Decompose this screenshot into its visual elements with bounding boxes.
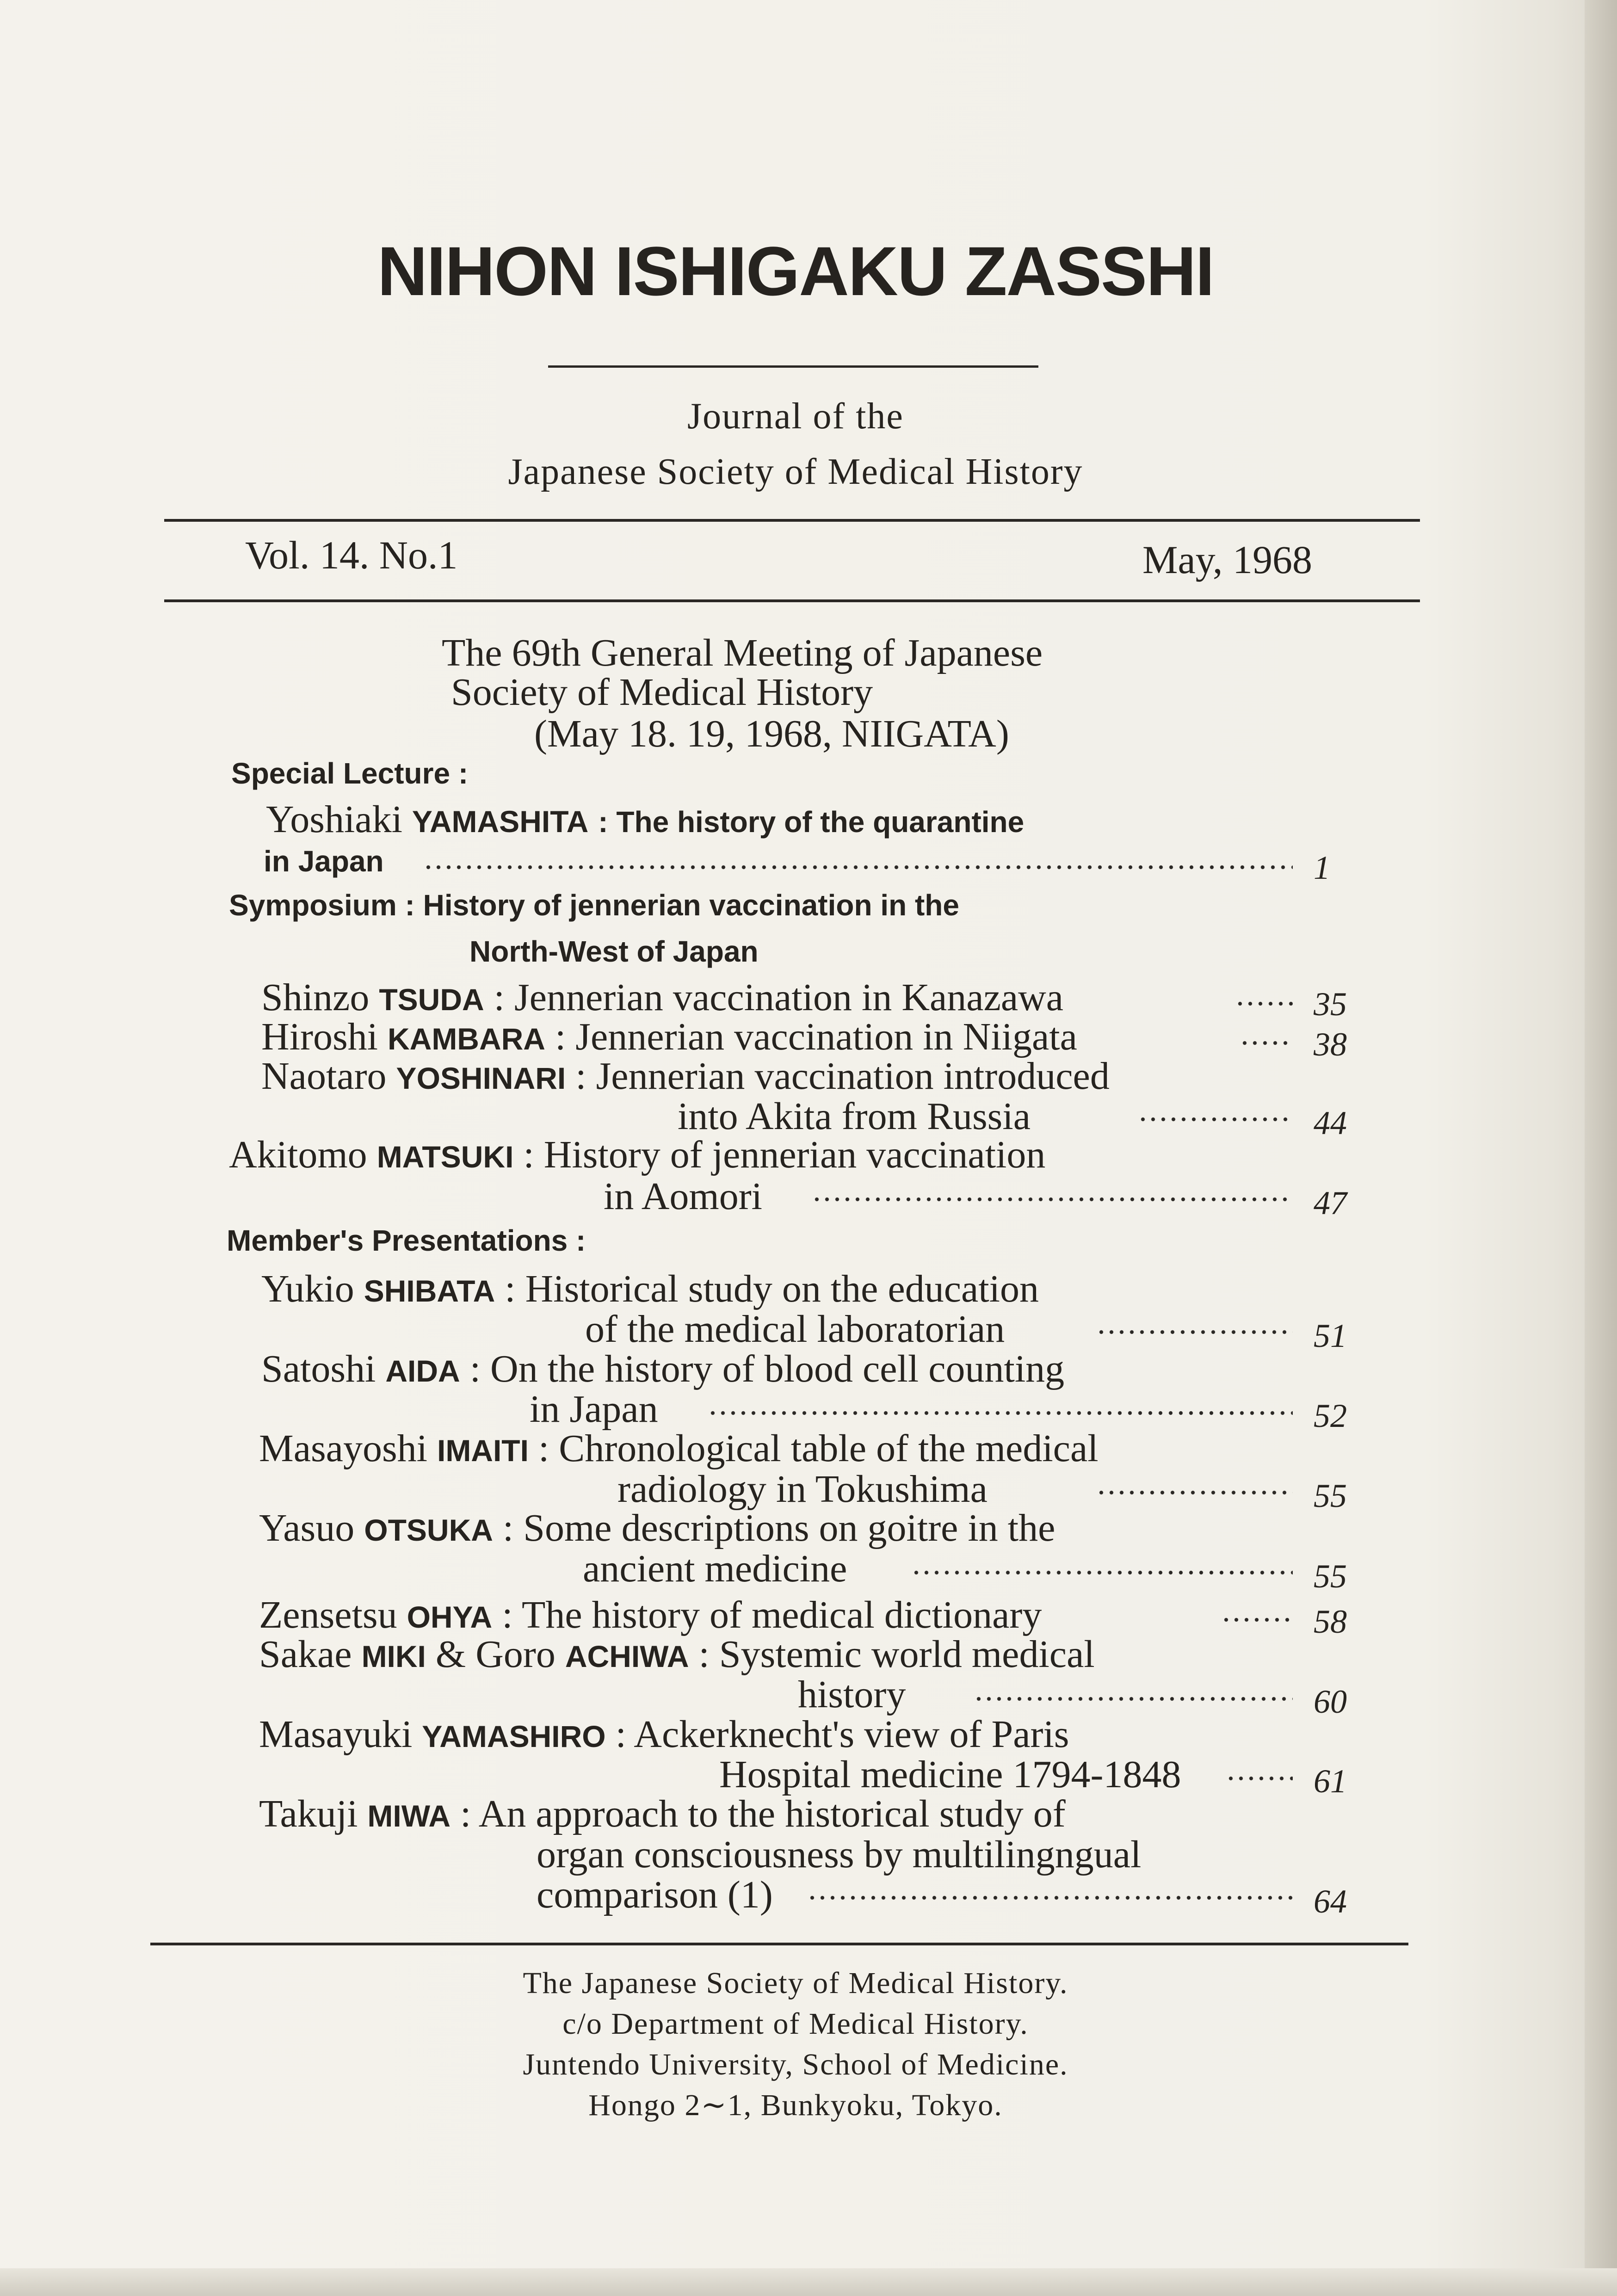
leader-dots [812,1197,1293,1202]
leader-dots [1096,1330,1293,1334]
author-family-name: KAMBARA [388,1022,545,1056]
author-given-name: Zensetsu [259,1593,397,1636]
entry-miwa-line3: comparison (1) [537,1873,773,1916]
author-family-name: SHIBATA [364,1274,495,1308]
footer-line3: Juntendo University, School of Medicine. [523,2048,1068,2081]
page-number: 1 [1314,849,1330,886]
page-number: 35 [1314,986,1347,1023]
entry-kambara [261,1015,1077,1058]
author-family-name: MIWA [367,1799,451,1833]
entry-miki-line1 [259,1635,1095,1674]
author-given-name: Yoshiaki [266,798,402,841]
meeting-line3: (May 18. 19, 1968, NIIGATA) [534,712,1009,755]
entry-yoshinari-line1 [261,1057,1110,1096]
section-symposium [229,890,959,920]
leader-dots [1221,1617,1293,1622]
leader-dots [708,1411,1293,1415]
symposium-label: Symposium : [229,889,415,922]
journal-title: NIHON ISHIGAKU ZASSHI [377,232,1214,310]
entry-aida-line2: in Japan [530,1388,658,1431]
author-family-name: OHYA [407,1600,493,1634]
author-given-name: Sakae [259,1633,352,1676]
entry-ohya [259,1593,1042,1636]
author-family-name: YOSHINARI [396,1061,566,1095]
author-given-name: Takuji [259,1792,358,1835]
entry-title: : On the history of blood cell counting [469,1347,1065,1390]
author-separator: & [435,1633,466,1676]
author-family-name: MIKI [361,1639,426,1673]
issue-date: May, 1968 [1142,537,1313,582]
entry-otsuka-line2: ancient medicine [583,1547,847,1590]
author-family-name: OTSUKA [364,1513,493,1547]
page-number: 64 [1314,1883,1347,1920]
entry-aida-line1 [261,1347,1065,1390]
entry-title: : Jennerian vaccination in Niigata [555,1015,1077,1058]
section-members-presentations: Member's Presentations : [227,1224,586,1257]
author-given-name: Yasuo [259,1506,355,1549]
leader-dots [911,1570,1293,1575]
author-given-name: Shinzo [261,976,370,1019]
entry-shibata-line2: of the medical laboratorian [585,1308,1005,1351]
entry-matsuki-line1 [229,1133,1046,1176]
symposium-title-line2: North-West of Japan [469,935,759,968]
page-number: 47 [1314,1185,1347,1222]
leader-dots [1138,1117,1293,1122]
author-family-name: IMAITI [437,1433,529,1468]
entry-imaiti-line1 [259,1429,1099,1468]
page-number: 44 [1314,1105,1347,1142]
entry-title: : The history of the quarantine [598,805,1025,839]
leader-dots [974,1697,1293,1701]
page-number: 60 [1314,1683,1347,1720]
entry-title: : Ackerknecht's view of Paris [615,1713,1069,1756]
meeting-line2: Society of Medical History [451,671,873,714]
entry-yamashiro-line1 [259,1715,1069,1754]
entry-title: : Historical study on the education [505,1267,1039,1310]
author-given-name: Satoshi [261,1347,376,1390]
author2-family-name: ACHIWA [565,1639,689,1673]
author-given-name: Masayoshi [259,1427,427,1470]
meeting-line1: The 69th General Meeting of Japanese [442,631,1043,674]
leader-dots [1226,1776,1293,1781]
footer-line2: c/o Department of Medical History. [562,2007,1029,2041]
entry-matsuki-line2: in Aomori [604,1175,763,1218]
entry-otsuka-line1 [259,1506,1055,1549]
entry-yoshinari-line2: into Akita from Russia [678,1095,1031,1138]
footer-rule [150,1943,1408,1945]
entry-yamashita-line1 [266,800,1024,839]
page-number: 58 [1314,1603,1347,1640]
author-given-name: Masayuki [259,1713,413,1756]
entry-miki-line2: history [798,1673,906,1716]
author-family-name: YAMASHIRO [422,1719,606,1753]
leader-dots [1096,1490,1293,1495]
page-number: 51 [1314,1317,1347,1354]
leader-dots [807,1895,1293,1900]
entry-title: : Systemic world medical [698,1633,1095,1676]
header-top-rule [164,519,1420,522]
entry-miwa-line2: organ consciousness by multilingngual [537,1833,1142,1876]
author-family-name: YAMASHITA [412,804,589,839]
author-family-name: AIDA [385,1354,460,1388]
footer-line1: The Japanese Society of Medical History. [523,1966,1068,2000]
entry-yamashita-line2: in Japan [264,845,384,878]
entry-tsuda [261,978,1063,1017]
symposium-title-line1: History of jennerian vaccination in the [423,889,959,922]
page-number: 55 [1314,1477,1347,1514]
title-rule [548,365,1038,368]
leader-dots [1240,1041,1293,1045]
page-number: 38 [1314,1026,1347,1063]
entry-shibata-line1 [261,1267,1039,1310]
leader-dots [1235,1001,1293,1006]
entry-imaiti-line2: radiology in Tokushima [617,1468,987,1511]
page-number: 61 [1314,1763,1347,1800]
leader-dots [423,865,1293,870]
header-bottom-rule [164,599,1420,602]
journal-subtitle-line1: Journal of the [687,396,904,437]
journal-subtitle-line2: Japanese Society of Medical History [508,451,1083,492]
author-given-name: Akitomo [229,1133,367,1176]
entry-title: : Some descriptions on goitre in the [502,1506,1055,1549]
page-edge [1585,0,1617,2296]
author-given-name: Naotaro [261,1055,387,1098]
entry-title: : Jennerian vaccination in Kanazawa [494,976,1064,1019]
author-family-name: MATSUKI [376,1140,514,1174]
page-number: 52 [1314,1397,1347,1434]
entry-title: : History of jennerian vaccination [523,1133,1046,1176]
entry-yamashiro-line2: Hospital medicine 1794-1848 [719,1753,1181,1796]
author2-given-name: Goro [475,1633,555,1676]
author-family-name: TSUDA [379,982,484,1017]
footer-line4: Hongo 2∼1, Bunkyoku, Tokyo. [588,2088,1003,2122]
page-bottom-edge [0,2268,1617,2296]
author-given-name: Hiroshi [261,1015,378,1058]
entry-title: : The history of medical dictionary [502,1593,1042,1636]
volume-number: Vol. 14. No.1 [245,533,458,577]
section-special-lecture: Special Lecture : [231,757,469,790]
page-number: 55 [1314,1558,1347,1595]
author-given-name: Yukio [261,1267,354,1310]
entry-title: : An approach to the historical study of [460,1792,1066,1835]
entry-title: : Chronological table of the medical [538,1427,1099,1470]
entry-title: : Jennerian vaccination introduced [575,1055,1110,1098]
entry-miwa-line1 [259,1792,1066,1835]
